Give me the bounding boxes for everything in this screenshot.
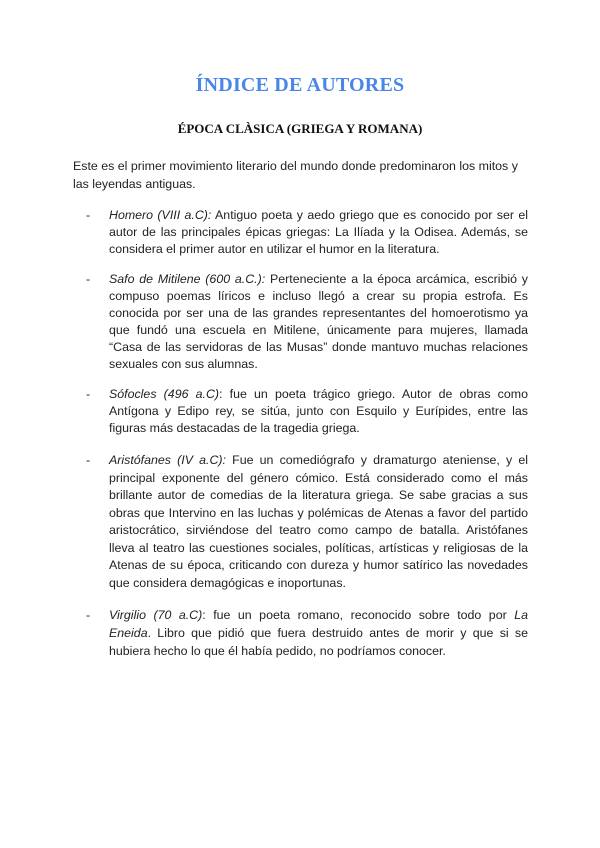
- author-entry-text: [109, 207, 528, 258]
- author-name: Homero (VIII a.C):: [109, 208, 212, 222]
- author-name: Aristófanes (IV a.C):: [109, 453, 226, 467]
- author-name: Sófocles (496 a.C): [109, 387, 220, 401]
- bullet-dash: -: [86, 208, 91, 222]
- bullet-dash: -: [86, 453, 91, 467]
- bullet-dash: -: [86, 272, 91, 286]
- bullet-dash: -: [86, 608, 91, 622]
- author-name: Safo de Mitilene (600 a.C.):: [109, 272, 266, 286]
- author-entry-text: [109, 386, 528, 437]
- intro-paragraph: Este es el primer movimiento literario del mundo donde predominaron los mitos y las leyendas antiguas.: [73, 159, 518, 191]
- author-entry-text: [109, 606, 528, 660]
- author-description-end: . Libro que pidió que fuera destruido antes de morir y que si se hubiera hecho lo que él había pedido, no podríamos conocer.: [109, 626, 528, 658]
- page-title: ÍNDICE DE AUTORES: [195, 74, 405, 96]
- bullet-dash: -: [86, 387, 91, 401]
- author-description: : fue un poeta trágico griego. Autor de obras como Antígona y Edipo rey, se sitúa, junto con Esquilo y Eurípides, entre las figuras más destacadas de la tragedia griega.: [109, 387, 528, 435]
- author-entry-virgilio: [88, 606, 528, 660]
- author-entry-text: [109, 452, 528, 592]
- author-description: Fue un comediógrafo y dramaturgo ateniense, y el principal exponente del género cómico. Está considerado como el más brillante autor de comedias de la literatura griega. Se sabe gracias a sus obras que Intervino en las luchas y polémicas de Atenas a favor del partido aristocrático, sirviéndose del teatro como campo de batalla. Aristófanes lleva al teatro las cuestiones sociales, políticas, artísticas y religiosas de la Atenas de su época, criticando con dureza y humor satírico las novedades que considera demagógicas e inoportunas.: [109, 453, 528, 590]
- section-subtitle: ÉPOCA CLÀSICA (GRIEGA Y ROMANA): [177, 121, 423, 136]
- author-entry-homero: [88, 207, 528, 258]
- author-entry-text: [109, 271, 528, 373]
- author-description: : fue un poeta romano, reconocido sobre todo por: [202, 608, 515, 622]
- author-description: Perteneciente a la época arcámica, escribió y compuso poemas líricos e incluso llegó a crear su propia estrofa. Es conocida por ser una de las grandes representantes del homoerotismo ya que fundó una escuela en Mitilene, únicamente para mujeres, llamada “Casa de las servidoras de las Musas” donde mantuvo muchas relaciones sexuales con sus alumnas.: [109, 272, 528, 371]
- author-entry-aristofanes: [88, 452, 528, 592]
- author-name: Virgilio (70 a.C): [109, 608, 203, 622]
- book-title: La Eneida: [109, 608, 528, 640]
- author-entry-safo: [88, 271, 528, 373]
- author-description: Antiguo poeta y aedo griego que es conocido por ser el autor de las principales épicas griegas: La Ilíada y la Odisea. Además, se considera el primer autor en utilizar el humor en la literatura.: [109, 208, 528, 256]
- author-entry-sofocles: [88, 386, 528, 437]
